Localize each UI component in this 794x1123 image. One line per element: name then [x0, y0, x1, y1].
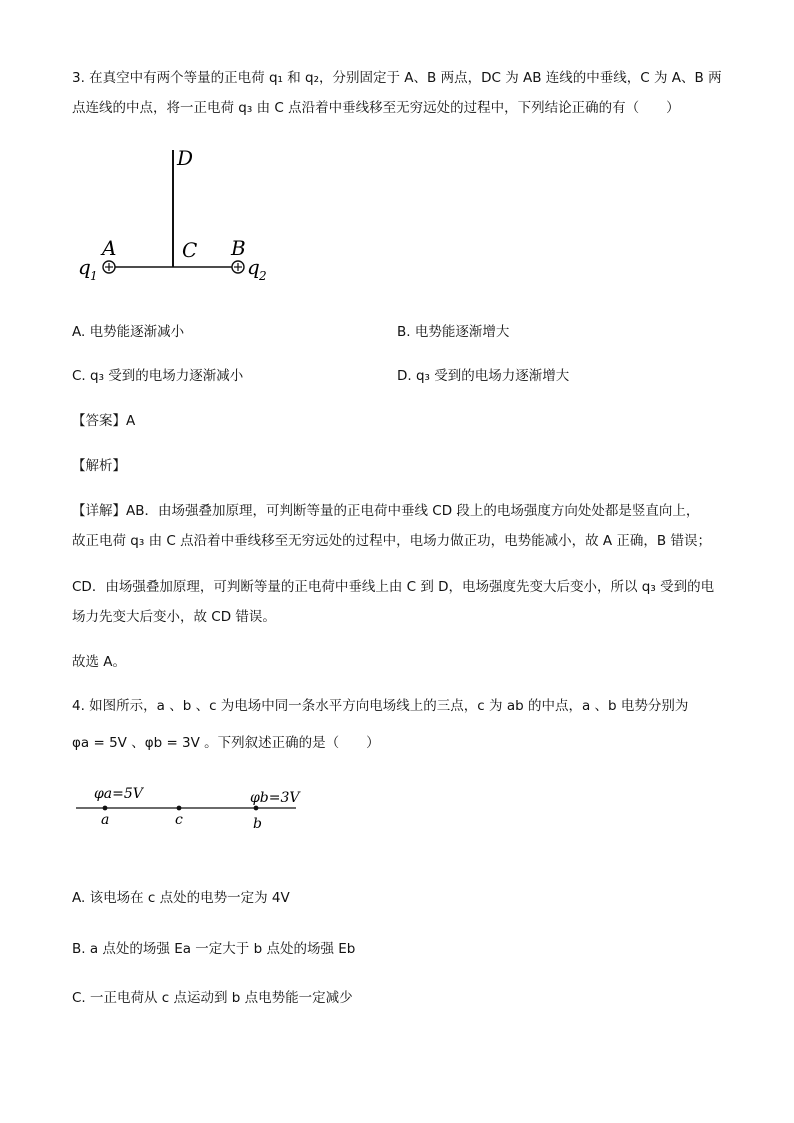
q3-stem-line2: 点连线的中点，将一正电荷 q₃ 由 C 点沿着中垂线移至无穷远处的过程中，下列结论正确的有（ ） [72, 100, 680, 116]
q3-label-q1-sub: 1 [90, 269, 98, 283]
q4-stem-line1: 4. 如图所示，a 、b 、c 为电场中同一条水平方向电场线上的三点，c 为 ab 的中点，a 、b 电势分别为 [72, 698, 689, 714]
q3-conclusion: 故选 A。 [72, 654, 127, 670]
q3-detail-cd-line1: CD．由场强叠加原理，可判断等量的正电荷中垂线上由 C 到 D，电场强度先变大后变小，所以 q₃ 受到的电 [72, 579, 715, 595]
q3-figure [72, 140, 292, 290]
q3-detail-ab-line1: 【详解】AB．由场强叠加原理，可判断等量的正电荷中垂线 CD 段上的电场强度方向处处都是竖直向上， [72, 503, 700, 519]
q4-point-b [254, 806, 259, 811]
q3-option-a: A. 电势能逐渐减小 [72, 324, 185, 340]
q3-label-d: D [177, 146, 194, 170]
q3-option-c: C. q₃ 受到的电场力逐渐减小 [72, 368, 244, 384]
q3-label-c: C [182, 238, 198, 262]
q3-detail-cd-line2: 场力先变大后变小，故 CD 错误。 [72, 609, 276, 625]
q4-option-c: C. 一正电荷从 c 点运动到 b 点电势能一定减少 [72, 990, 353, 1006]
q4-point-a [103, 806, 108, 811]
q3-label-b: B [231, 236, 246, 260]
q3-option-d: D. q₃ 受到的电场力逐渐增大 [397, 368, 570, 384]
q3-label-q2: q [247, 255, 260, 279]
q3-analysis-heading: 【解析】 [72, 458, 126, 474]
q4-stem-line2: φa = 5V 、φb = 3V 。下列叙述正确的是（ ） [72, 735, 380, 751]
q3-option-b: B. 电势能逐渐增大 [397, 324, 510, 340]
q3-label-q2-sub: 2 [259, 269, 267, 283]
q3-stem-line1: 3. 在真空中有两个等量的正电荷 q₁ 和 q₂，分别固定于 A、B 两点，DC 为 AB 连线的中垂线，C 为 A、B 两 [72, 70, 722, 86]
q3-answer: 【答案】A [72, 413, 136, 429]
q4-label-a: a [101, 812, 110, 828]
q4-label-c: c [175, 812, 183, 828]
q4-option-b: B. a 点处的场强 Ea 一定大于 b 点处的场强 Eb [72, 941, 356, 957]
q4-option-a: A. 该电场在 c 点处的电势一定为 4V [72, 890, 290, 906]
q4-phi-a-label: φa=5V [94, 786, 143, 802]
q4-point-c [177, 806, 182, 811]
q4-figure [72, 778, 312, 834]
q3-detail-ab-line2: 故正电荷 q₃ 由 C 点沿着中垂线移至无穷远处的过程中，电场力做正功，电势能减小，故 A 正确，B 错误； [72, 533, 711, 549]
q3-label-q1: q [78, 255, 91, 279]
q4-phi-b-label: φb=3V [250, 790, 300, 806]
q3-label-a: A [102, 236, 117, 260]
q4-label-b: b [253, 816, 262, 832]
